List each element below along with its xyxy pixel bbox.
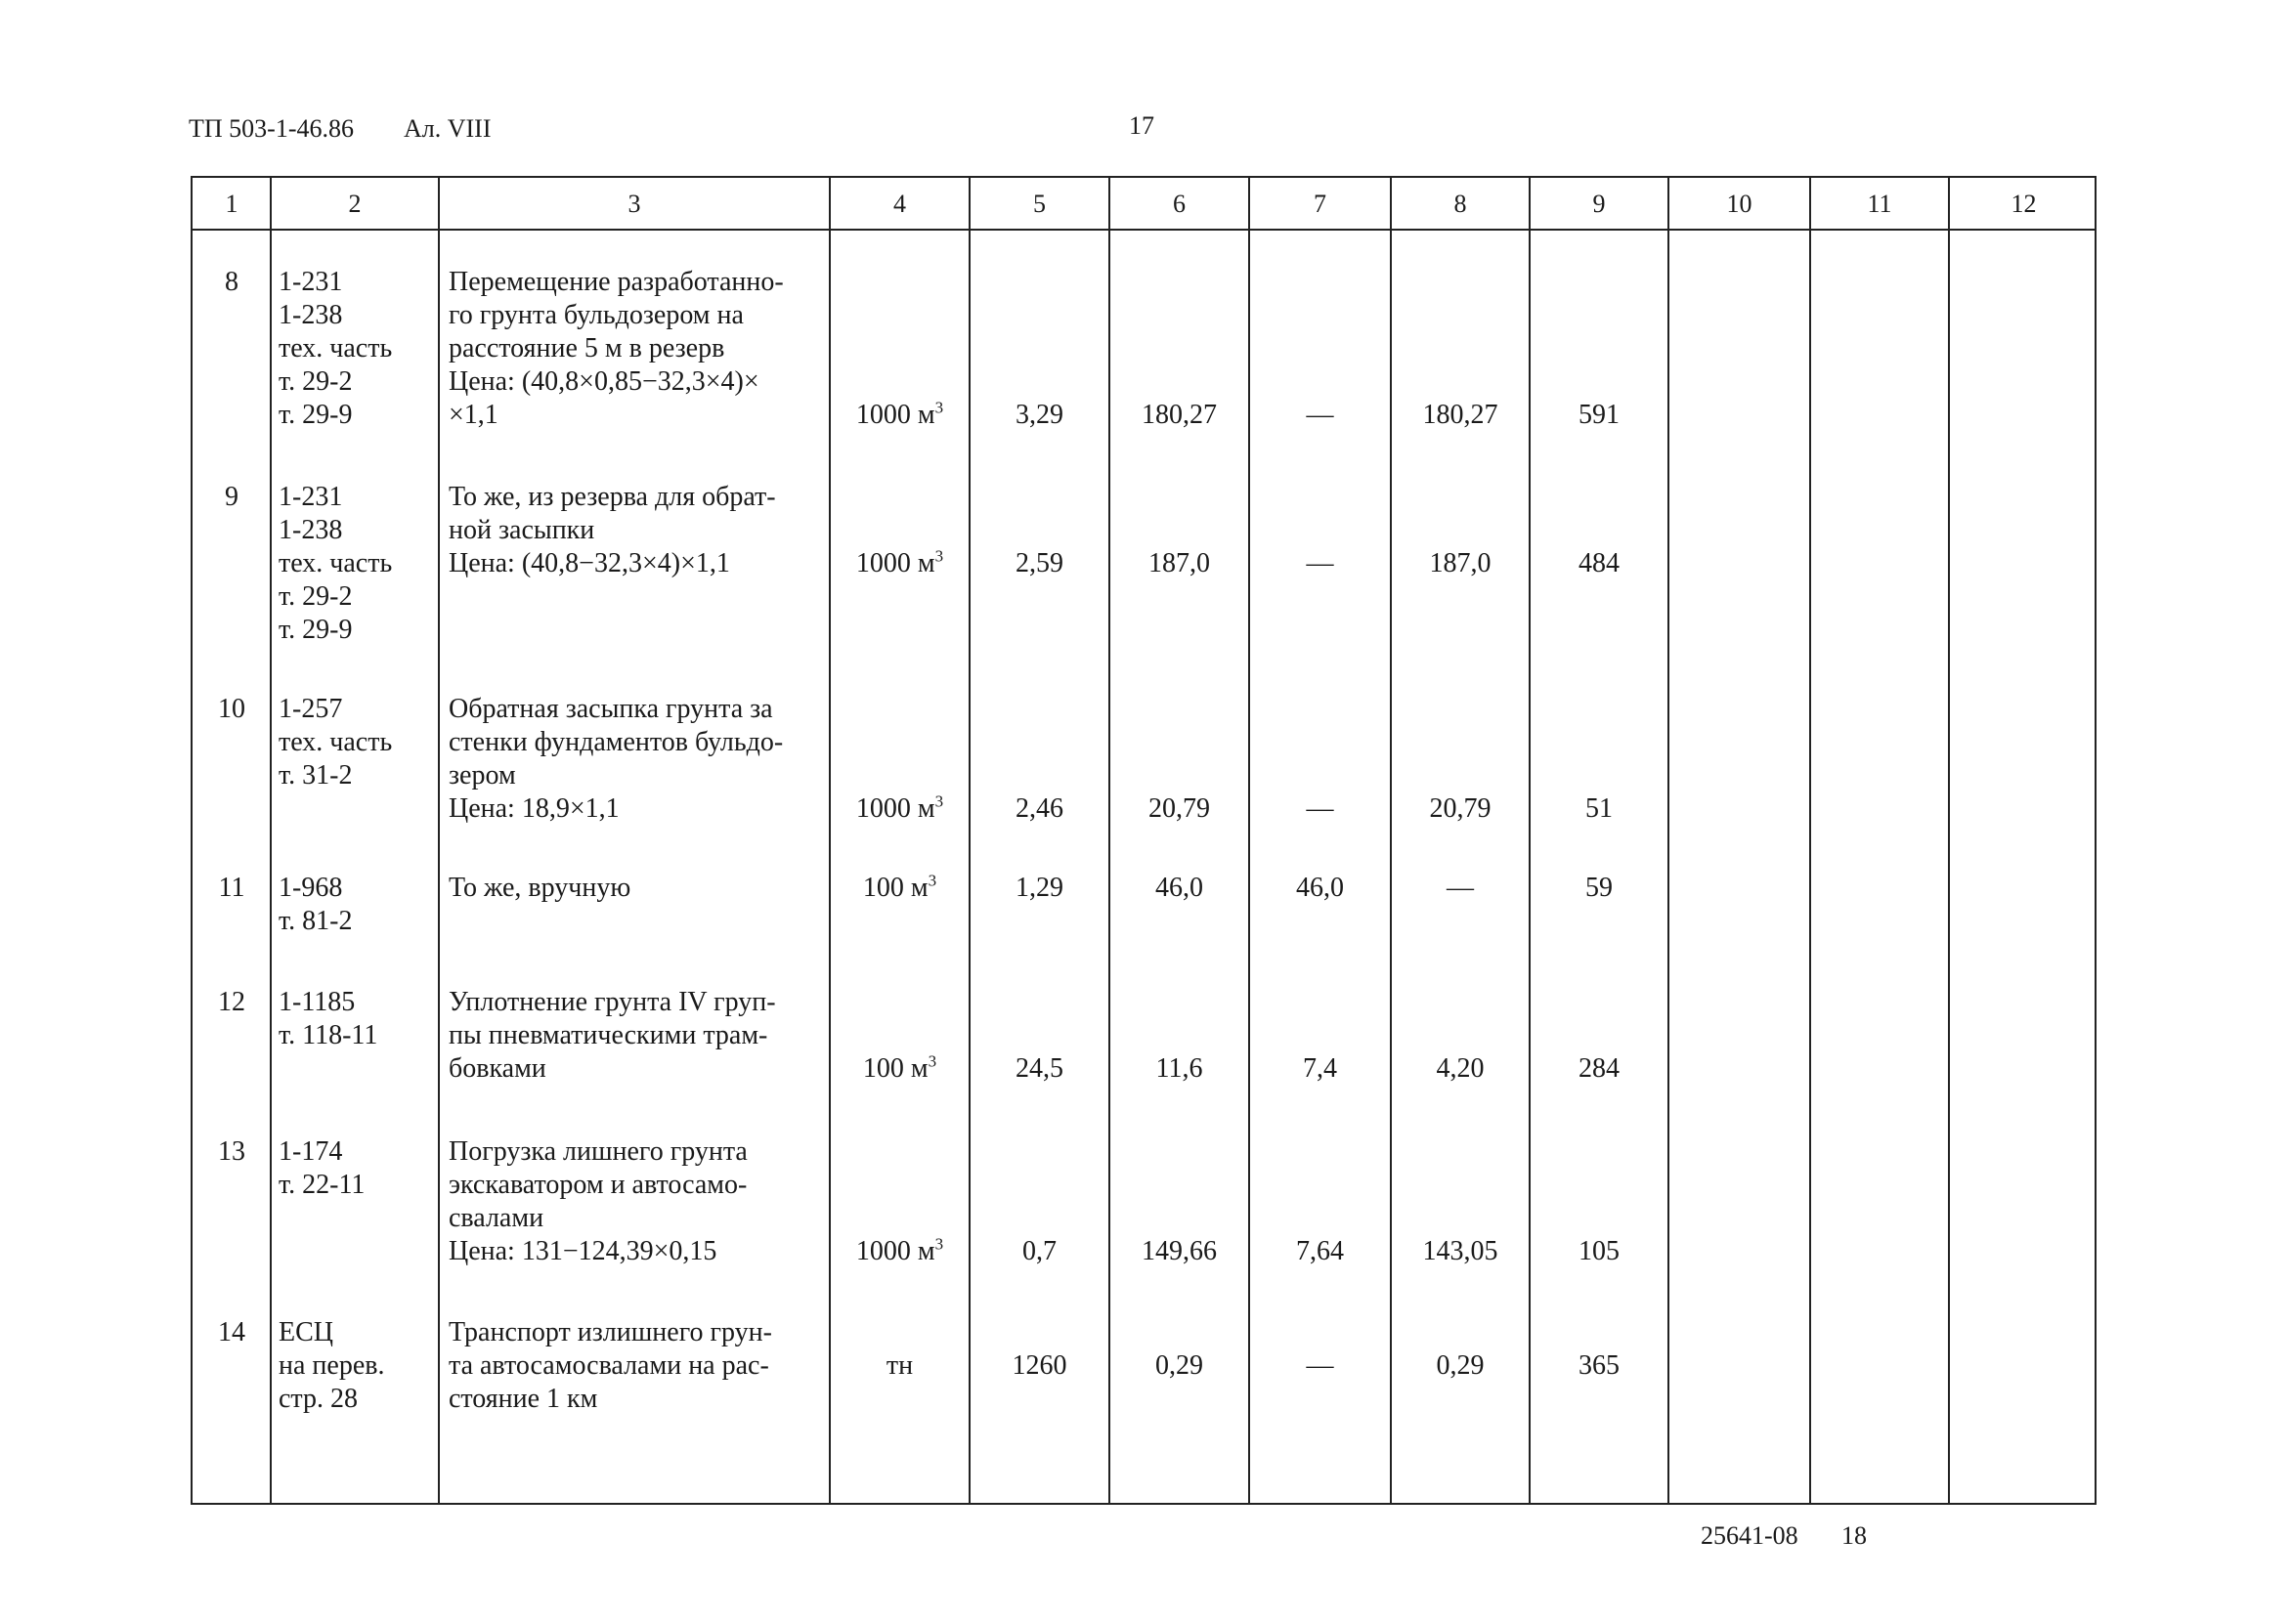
footer-code: 25641-08 (1701, 1521, 1798, 1550)
work-description: То же, вручную (449, 873, 631, 903)
value-col-6: 20,79 (1148, 793, 1210, 824)
column-header-2: 2 (348, 190, 362, 218)
work-description: Перемещение разработанно- го грунта бульдозером на расстояние 5 м в резерв Цена: (40,8×0,85−32,3×4)× ×1,1 (449, 267, 784, 430)
column-divider (1667, 178, 1669, 1503)
column-header-7: 7 (1314, 190, 1326, 218)
value-col-9: 365 (1578, 1350, 1620, 1381)
value-col-8: 0,29 (1436, 1350, 1485, 1381)
column-divider (1390, 178, 1392, 1503)
row-number: 14 (218, 1317, 245, 1347)
column-header-3: 3 (627, 190, 641, 218)
row-number: 11 (218, 873, 245, 903)
document-code: ТП 503-1-46.86 (189, 114, 354, 143)
value-col-9: 484 (1578, 548, 1620, 578)
unit-of-measure: тн (886, 1350, 914, 1381)
value-col-9: 51 (1585, 793, 1613, 824)
value-col-7: 7,64 (1296, 1236, 1344, 1266)
column-divider (1809, 178, 1811, 1503)
value-col-5: 1260 (1012, 1350, 1067, 1381)
value-col-5: 2,59 (1016, 548, 1063, 578)
column-divider (1248, 178, 1250, 1503)
column-divider (270, 178, 272, 1503)
value-col-6: 0,29 (1155, 1350, 1203, 1381)
column-header-5: 5 (1033, 190, 1046, 218)
value-col-6: 149,66 (1142, 1236, 1217, 1266)
value-col-9: 59 (1585, 873, 1613, 903)
value-col-8: 4,20 (1436, 1053, 1485, 1084)
norm-code: 1-968 т. 81-2 (279, 873, 353, 936)
work-description: Транспорт излишнего грун- та автосамосвалами на рас- стояние 1 км (449, 1317, 772, 1414)
value-col-7: 46,0 (1296, 873, 1344, 903)
column-header-12: 12 (2011, 190, 2037, 218)
norm-code: 1-1185 т. 118-11 (279, 987, 378, 1050)
value-col-9: 591 (1578, 400, 1620, 430)
value-col-7: — (1306, 548, 1334, 578)
column-header-8: 8 (1453, 190, 1467, 218)
column-divider (1948, 178, 1950, 1503)
norm-code: 1-231 1-238 тех. часть т. 29-2 т. 29-9 (279, 267, 393, 430)
column-divider (969, 178, 971, 1503)
estimate-table (191, 176, 2097, 1505)
value-col-5: 24,5 (1016, 1053, 1063, 1084)
value-col-7: — (1306, 1350, 1334, 1381)
value-col-6: 180,27 (1142, 400, 1217, 430)
unit-of-measure: 100 $м^3$ (862, 871, 937, 903)
value-col-5: 3,29 (1016, 400, 1063, 430)
value-col-6: 46,0 (1155, 873, 1203, 903)
column-header-6: 6 (1173, 190, 1186, 218)
norm-code: 1-257 тех. часть т. 31-2 (279, 694, 393, 791)
unit-of-measure: 1000 $м^3$ (855, 546, 944, 578)
row-number: 13 (218, 1136, 245, 1167)
work-description: Обратная засыпка грунта за стенки фундаментов бульдо- зером Цена: 18,9×1,1 (449, 694, 784, 824)
value-col-8: 187,0 (1429, 548, 1492, 578)
column-header-11: 11 (1867, 190, 1892, 218)
value-col-8: 143,05 (1422, 1236, 1498, 1266)
column-divider (1108, 178, 1110, 1503)
album-number: Ал. VIII (404, 114, 492, 143)
unit-of-measure: 1000 $м^3$ (855, 398, 944, 430)
column-header-4: 4 (893, 190, 906, 218)
value-col-7: — (1306, 793, 1334, 824)
value-col-5: 2,46 (1016, 793, 1063, 824)
norm-code: 1-231 1-238 тех. часть т. 29-2 т. 29-9 (279, 482, 393, 645)
row-number: 10 (218, 694, 245, 724)
norm-code: ЕСЦ на перев. стр. 28 (279, 1317, 385, 1414)
value-col-8: 20,79 (1429, 793, 1492, 824)
work-description: То же, из резерва для обрат- ной засыпки Цена: (40,8−32,3×4)×1,1 (449, 482, 776, 578)
column-divider (438, 178, 440, 1503)
column-divider (829, 178, 831, 1503)
value-col-6: 187,0 (1148, 548, 1210, 578)
value-col-5: 0,7 (1022, 1236, 1057, 1266)
value-col-7: 7,4 (1303, 1053, 1337, 1084)
row-number: 8 (225, 267, 238, 297)
unit-of-measure: 1000 $м^3$ (855, 791, 944, 824)
row-number: 12 (218, 987, 245, 1017)
column-header-10: 10 (1726, 190, 1752, 218)
unit-of-measure: 100 $м^3$ (862, 1051, 937, 1084)
column-header-9: 9 (1592, 190, 1606, 218)
column-header-1: 1 (225, 190, 238, 218)
value-col-5: 1,29 (1016, 873, 1063, 903)
value-col-8: — (1447, 873, 1474, 903)
column-divider (1529, 178, 1531, 1503)
work-description: Погрузка лишнего грунта экскаватором и автосамо- свалами Цена: 131−124,39×0,15 (449, 1136, 748, 1266)
work-description: Уплотнение грунта IV груп- пы пневматическими трам- бовками (449, 987, 776, 1084)
value-col-8: 180,27 (1422, 400, 1498, 430)
unit-of-measure: 1000 $м^3$ (855, 1234, 944, 1266)
norm-code: 1-174 т. 22-11 (279, 1136, 366, 1200)
footer-page-number: 18 (1841, 1521, 1867, 1550)
value-col-9: 105 (1578, 1236, 1620, 1266)
value-col-7: — (1306, 400, 1334, 430)
value-col-9: 284 (1578, 1053, 1620, 1084)
row-number: 9 (225, 482, 238, 512)
page-number: 17 (1129, 111, 1154, 140)
value-col-6: 11,6 (1155, 1053, 1203, 1084)
